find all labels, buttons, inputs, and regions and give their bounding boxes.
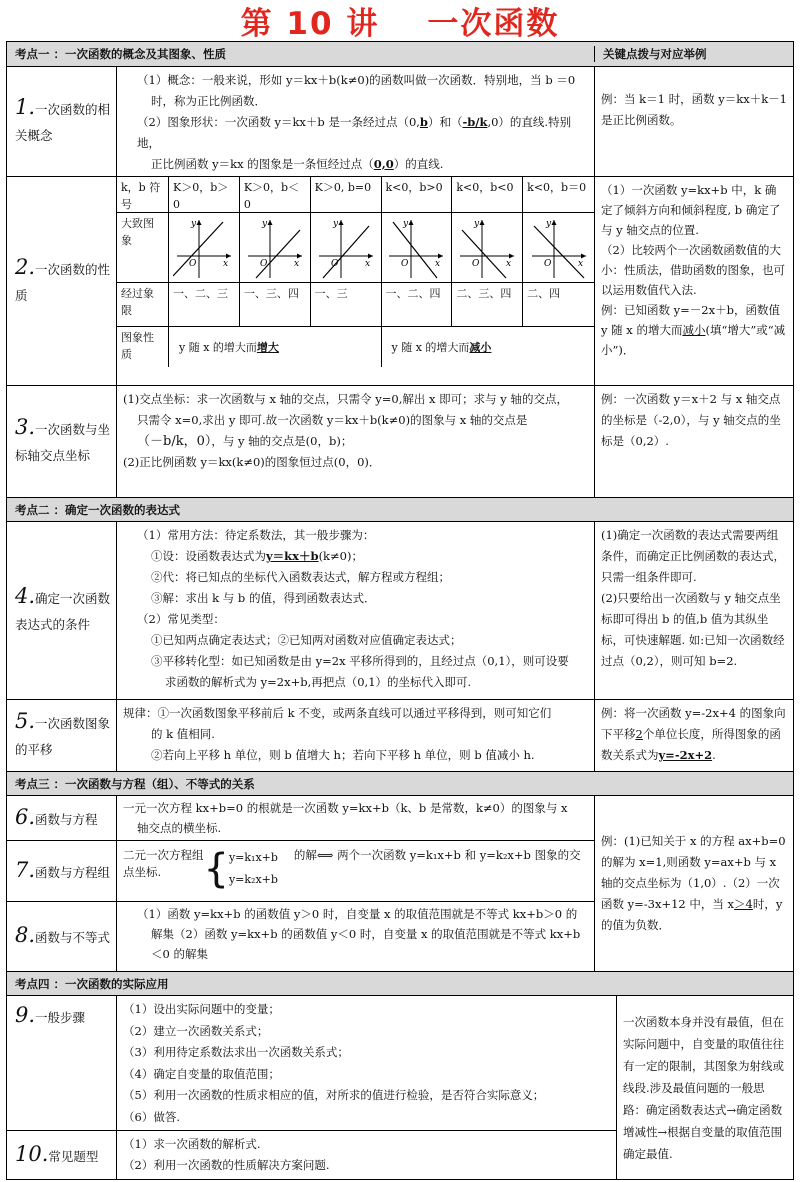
text-line: ②代：将已知点的坐标代入函数表达式，解方程或方程组； [151, 570, 450, 584]
text-span: 正比例函数 y＝kx 的图象是一条恒经过点（ [151, 157, 374, 171]
origin-label: O [543, 258, 551, 269]
graph-cell [311, 213, 382, 283]
text-line [123, 112, 588, 154]
table-row [7, 996, 616, 1130]
graph-icon [385, 216, 447, 280]
text-span: ，与 y 轴的交点是(0，b)； [211, 434, 353, 448]
grid-cell: 一、二、四 [382, 283, 453, 327]
list-item: （2）利用一次函数的性质解决方案问题. [123, 1158, 330, 1172]
row-number: 4. [15, 584, 36, 608]
function-line [534, 226, 584, 278]
text-line: （1）常用方法：待定系数法，其一般步骤为： [137, 528, 375, 542]
text-line: （1）一次函数 y=kx+b 中，k 确定了倾斜方向和倾斜程度, b 确定了与 y 轴交点的位置. [601, 183, 781, 237]
row-number: 5. [15, 709, 36, 733]
table-row [7, 901, 594, 971]
y-label: y [474, 218, 480, 229]
list-item: （1）设出实际问题中的变量； [123, 1002, 280, 1016]
y-axis-arrow [338, 220, 343, 225]
graph-cell [382, 213, 453, 283]
row-number: 1. [15, 95, 36, 119]
side-note [595, 796, 793, 971]
list-item: （2）建立一次函数关系式； [123, 1023, 269, 1038]
grid-cell: 一、三 [311, 283, 382, 327]
side-note [595, 700, 793, 771]
brace-icon: { [203, 846, 229, 892]
table-row [7, 521, 793, 699]
group-rows [7, 796, 595, 971]
list-item: （3）利用待定系数法求出一次函数关系式； [123, 1045, 349, 1059]
text-line: ①已知两点确定表达式；②已知两对函数对应值确定表达式； [151, 633, 462, 647]
text-span: ①设：设函数表达式为 [151, 549, 266, 563]
row-label-text: 一次函数与坐标轴交点坐标 [15, 422, 111, 463]
table-row [7, 176, 793, 385]
text-line: (2)只要给出一次函数与 y 轴交点坐标即可得出 b 的值,b 值为其纵坐标，可快速解题. 如:已知一次函数经过点（0,2），则可知 b=2. [601, 591, 785, 668]
x-label: x [364, 258, 370, 269]
text-line: 的 k 值相同. [151, 727, 215, 741]
row-label-text: 一次函数的性质 [15, 261, 111, 303]
equation: y=k₂x+b [228, 873, 278, 886]
side-note [595, 177, 793, 385]
x-label: x [222, 258, 228, 269]
grid-cell: 二、四 [523, 283, 594, 327]
text-span: 时，y 的值为负数． [601, 897, 783, 932]
row-number: 3. [15, 415, 36, 439]
graph-cell [523, 213, 594, 283]
row-label [7, 1131, 117, 1179]
x-label: x [293, 258, 299, 269]
origin-label: O [259, 258, 268, 269]
row-label-text: 一次函数的相关概念 [15, 102, 111, 143]
side-note: 例：一次函数 y＝x＋2 与 x 轴交点的坐标是（-2,0），与 y 轴交点的坐标是（0,2）. [601, 392, 781, 448]
row-number: 9. [15, 1003, 36, 1027]
text-span: y 随 x 的增大而 [179, 340, 257, 354]
table-row [7, 66, 793, 176]
text-line: （1）函数 y=kx+b 的函数值 y＞0 时，自变量 x 的取值范围就是不等式 kx+b＞0 的 [137, 907, 578, 921]
y-label: y [403, 218, 409, 229]
grid-cell: k<0，b>0 [382, 177, 453, 213]
text-line: 只需令 x=0,求出 y 即可.故一次函数 y＝kx＋b(k≠0)的图象与 x 轴的交点是 [137, 413, 528, 427]
text-span: 例：(1)已知关于 x 的方程 ax+b=0 的解为 x=1,则函数 y=ax+b 与 x 轴的交点坐标为（1,0）.（2）一次函数 y=-3x+12 中，当 x [601, 834, 786, 911]
x-axis-arrow [226, 253, 231, 258]
list-item: （5）利用一次函数的性质求相应的值，对所求的值进行检验，是否符合实际意义； [123, 1088, 545, 1102]
x-axis-arrow [438, 253, 443, 258]
text-line [123, 431, 588, 452]
x-label: x [506, 258, 512, 269]
list-item: （1）求一次函数的解析式. [123, 1137, 261, 1151]
y-axis-arrow [480, 220, 485, 225]
function-line [256, 230, 300, 278]
row-number: 2. [15, 254, 36, 279]
y-label: y [545, 218, 551, 229]
section-header-1 [7, 42, 793, 66]
y-axis-arrow [196, 220, 201, 225]
y-axis-arrow [409, 220, 414, 225]
text-line: 规律：①一次函数图象平移前后 k 不变，或两条直线可以通过平移得到，则可知它们 [123, 706, 552, 720]
y-label: y [190, 218, 196, 229]
graph-cell [240, 213, 311, 283]
text-span: 减小 [682, 323, 706, 337]
list-item: （6）做答. [123, 1109, 180, 1124]
grid-label: 经过象限 [117, 283, 169, 327]
row-label [7, 841, 117, 901]
text-span: 0,0 [373, 157, 394, 171]
grid-label: 大致图象 [117, 213, 169, 283]
text-span: ）和（ [427, 115, 463, 129]
graph-icon [315, 216, 377, 280]
text-span: 增大 [256, 340, 279, 354]
table-row [7, 1130, 616, 1179]
grid-label: 图象性质 [117, 327, 169, 367]
row-content [117, 902, 594, 971]
section-title: 考点四 ：一次函数的实际应用 [15, 976, 169, 991]
function-line [393, 222, 437, 278]
equation: y=k₁x+b [228, 851, 278, 864]
text-line: 一元一次方程 kx+b=0 的根就是一次函数 y=kx+b（k、b 是常数，k≠0）的图象与 x [123, 801, 568, 815]
row-label [7, 67, 117, 176]
text-span: 例：已知函数 y=－2x＋b，函数值 y 随 x 的增大而 [601, 303, 780, 337]
x-label: x [577, 258, 583, 269]
text-line: 解集（2）函数 y=kx+b 的函数值 y＜0 时，自变量 x 的取值范围就是不等式 kx+b [151, 927, 581, 941]
table-group [7, 995, 793, 1179]
text-span: (k≠0)； [318, 549, 363, 563]
row-label-text: 一般步骤 [35, 1010, 86, 1025]
row-content [117, 386, 595, 497]
row-number: 7. [15, 857, 36, 882]
text-span: ）的直线. [393, 157, 444, 171]
x-axis-arrow [509, 253, 514, 258]
table-row [7, 699, 793, 771]
text-span: ＞4 [734, 897, 753, 911]
x-label: x [435, 258, 441, 269]
y-label: y [261, 218, 267, 229]
text-span: ,0）的直线.特别地， [137, 115, 572, 150]
row-label-text: 函数与方程组 [35, 864, 111, 880]
row-content [117, 522, 595, 699]
text-span: . [712, 748, 716, 762]
text-span: 个单位长度，所得图象的函数关系式为 [601, 727, 781, 762]
text-line: ③解：求出 k 与 b 的值，得到函数表达式． [151, 591, 376, 605]
text-span: -b/k [462, 115, 488, 129]
text-line: 的解⟺ 两个一次函数 y=k₁x+b 和 y=k₂x+b 图象的交 [293, 848, 581, 862]
grid-cell: K＞0, b=0 [311, 177, 382, 213]
text-line: (1)交点坐标：求一次函数与 x 轴的交点，只需令 y=0,解出 x 即可；求与 y 轴的交点， [123, 392, 568, 406]
text-line: 时，称为正比例函数． [151, 94, 266, 108]
text-span: 二元一次方程组 [123, 848, 204, 862]
table-group [7, 795, 793, 971]
y-label: y [332, 218, 338, 229]
text-line: 点坐标. [123, 865, 162, 879]
row-content [117, 796, 594, 840]
row-label-text: 常见题型 [48, 1148, 99, 1164]
function-line [323, 226, 369, 278]
text-line: （2）常见类型： [137, 612, 225, 626]
types-list [117, 1131, 616, 1179]
grid-cell: 一、二、三 [169, 283, 240, 327]
text-line [123, 546, 588, 567]
row-content [117, 67, 595, 176]
text-span: 例：将一次函数 y=-2x+4 的图象向下平移 [601, 706, 786, 741]
function-line [462, 230, 506, 278]
section-header-2 [7, 497, 793, 521]
x-axis-arrow [581, 253, 586, 258]
properties-grid-cell [117, 177, 595, 385]
group-rows [7, 996, 617, 1179]
text-line: (1)确定一次函数的表达式需要两组条件，而确定正比例函数的表达式，只需一组条件即可. [601, 528, 785, 584]
row-label-text: 函数与不等式 [35, 930, 111, 945]
text-line [601, 300, 787, 360]
steps-list [117, 996, 616, 1130]
text-span: （－b/k，0） [137, 434, 212, 449]
grid-cell: 二、三、四 [452, 283, 523, 327]
y-axis-arrow [551, 220, 556, 225]
section-title: 考点一 ：一次函数的概念及其图象、性质 [7, 46, 595, 62]
row-number: 8. [15, 923, 36, 947]
row-label [7, 902, 117, 971]
row-number: 10. [15, 1141, 49, 1166]
section-header-4 [7, 971, 793, 995]
list-item: （4）确定自变量的取值范围； [123, 1066, 280, 1081]
origin-label: O [188, 258, 197, 269]
x-axis-arrow [297, 253, 302, 258]
grid-label: k，b 符号 [117, 177, 169, 213]
text-span: （2）图象形状：一次函数 y＝kx＋b 是一条经过点（0, [137, 115, 420, 129]
section-title: 考点三 ：一次函数与方程（组）、不等式的关系 [15, 776, 255, 791]
row-label [7, 700, 117, 771]
side-note: 例：当 k＝1 时，函数 y＝kx＋k－1 是正比例函数。 [601, 92, 787, 127]
grid-cell: k<0，b＝0 [523, 177, 594, 213]
table-row [7, 796, 594, 840]
grid-cell: K＞0，b＞0 [169, 177, 240, 213]
page-title [0, 0, 800, 40]
text-span: 2 [635, 727, 643, 741]
origin-label: O [401, 258, 409, 269]
graph-icon [456, 216, 518, 280]
grid-cell: K＞0，b＜0 [240, 177, 311, 213]
text-line: （2）比较两个一次函数函数值的大小：性质法，借助函数的图象，也可以运用数值代入法. [601, 243, 785, 297]
text-block: 一次函数本身并没有最值，但在实际问题中，自变量的取值往往有一定的限制，其图象为射线或线段.涉及最值问题的一般思路：确定函数表达式→确定函数增减性→根据自变量的取值范围确定最值. [623, 1014, 784, 1161]
graph-icon [173, 216, 235, 280]
table-row [7, 385, 793, 497]
grid-cell [169, 327, 382, 367]
graph-icon [528, 216, 590, 280]
graph-cell [452, 213, 523, 283]
row-label-text: 函数与方程 [35, 811, 98, 827]
text-line: (2)正比例函数 y＝kx(k≠0)的图象恒过点(0，0)． [123, 455, 381, 469]
row-label [7, 522, 117, 699]
text-line: ＜0 的解集 [151, 947, 208, 961]
row-label [7, 386, 117, 497]
grid-cell: 一、三、四 [240, 283, 311, 327]
row-label-text: 确定一次函数表达式的条件 [15, 591, 111, 632]
text-span: y=-2x+2 [658, 748, 713, 762]
text-span: b [419, 115, 428, 129]
knowledge-table [6, 41, 794, 1180]
row-label [7, 996, 117, 1130]
grid-cell [382, 327, 595, 367]
lecture-number: 第 10 讲 [240, 5, 380, 42]
text-line [123, 154, 588, 175]
text-line: ③平移转化型：如已知函数是由 y=2x 平移所得到的，且经过点（0,1），则可设要 [151, 654, 569, 668]
side-column-title: 关键点拨与对应举例 [603, 46, 707, 61]
x-axis-arrow [368, 253, 373, 258]
graph-icon [244, 216, 306, 280]
lecture-topic: 一次函数 [427, 5, 560, 42]
side-note [595, 522, 793, 699]
text-span: y＝kx＋b [266, 549, 319, 563]
text-line: （1）概念：一般来说，形如 y＝kx＋b(k≠0)的函数叫做一次函数．特别地，当 b ＝0 [137, 73, 576, 87]
text-line: ②若向上平移 h 单位，则 b 值增大 h；若向下平移 h 单位，则 b 值减小 h. [151, 748, 535, 762]
text-span: (填“增大”或“减小”)． [601, 323, 786, 357]
y-axis-arrow [267, 220, 272, 225]
text-line: 轴交点的横坐标. [137, 821, 222, 835]
text-span: 减小 [469, 340, 492, 354]
grid-cell: k<0，b<0 [452, 177, 523, 213]
row-label [7, 796, 117, 840]
text-span: y 随 x 的增大而 [391, 340, 470, 354]
section-title: 考点二 ：确定一次函数的表达式 [15, 502, 181, 517]
side-note [617, 996, 793, 1179]
row-label [7, 177, 117, 385]
graph-cell [169, 213, 240, 283]
origin-label: O [472, 258, 480, 269]
function-line [173, 222, 223, 276]
row-number: 6. [15, 804, 36, 829]
row-label-text: 一次函数图象的平移 [15, 716, 111, 757]
properties-grid [117, 177, 594, 385]
section-header-3 [7, 771, 793, 795]
row-content [117, 700, 595, 771]
text-line: 求函数的解析式为 y=2x+b,再把点（0,1）的坐标代入即可. [165, 675, 472, 689]
origin-label: O [330, 258, 338, 269]
